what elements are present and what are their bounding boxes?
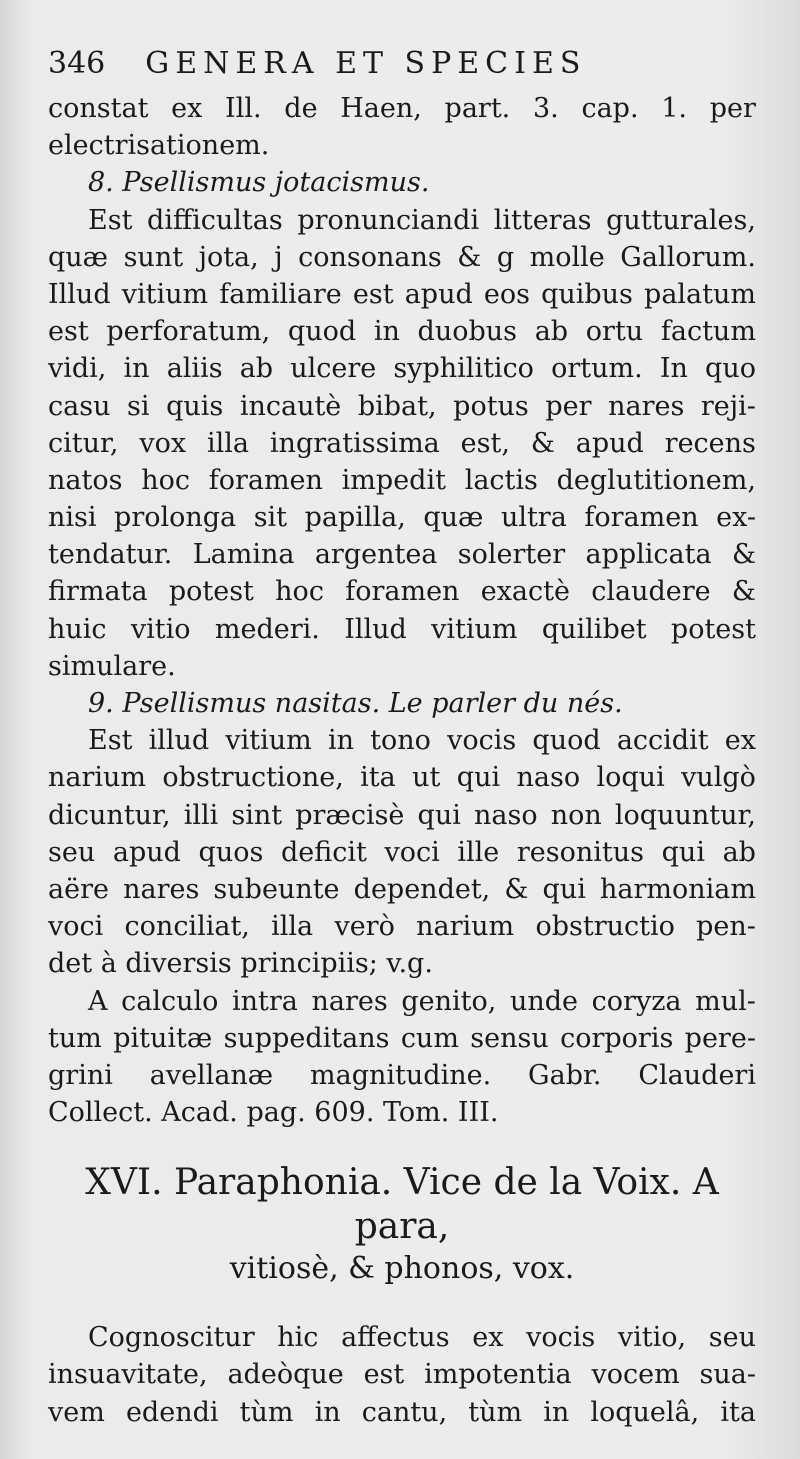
running-header: [48, 38, 756, 90]
text-block: [48, 722, 756, 982]
text-line: electrisationem.: [48, 130, 270, 162]
text-line: voci conciliat, illa verò narium obstructio pen-: [48, 911, 756, 943]
text-line: A calculo intra nares genito, unde coryza mul-: [88, 985, 756, 1017]
text-line: Cognoscitur hic affectus ex vocis vitio, seu: [88, 1322, 756, 1354]
text-line: det à diversis principiis; v.g.: [48, 948, 433, 980]
section-heading: XVI. Paraphonia. Vice de la Voix. A para,: [85, 1162, 719, 1248]
text-line: firmata potest hoc foramen exactè claudere &: [48, 576, 756, 608]
text-line: constat ex Ill. de Haen, part. 3. cap. 1. per: [48, 93, 756, 124]
item-8-label: 8. Psellismus jotacismus.: [88, 167, 430, 199]
text-line: nisi prolonga sit papilla, quæ ultra foramen ex-: [48, 502, 756, 534]
text-line: citur, vox illa ingratissima est, & apud recens: [48, 427, 756, 459]
text-line: Est difficultas pronunciandi litteras gutturales,: [88, 204, 756, 236]
text-line: vem edendi tùm in cantu, tùm in loquelâ, ita: [48, 1396, 756, 1428]
text-block: [48, 202, 756, 685]
text-line: dicuntur, illi sint præcisè qui naso non loquuntur,: [48, 799, 756, 831]
text-block: [48, 90, 756, 164]
running-title: GENERA ET SPECIES: [145, 46, 587, 81]
text-line: Illud vitium familiare est apud eos quibus palatum: [48, 278, 756, 310]
text-line: seu apud quos deficit voci ille resonitus qui ab: [48, 836, 756, 868]
text-line: narium obstructione, ita ut qui naso loqui vulgò: [48, 762, 756, 794]
text-line: vidi, in aliis ab ulcere syphilitico ortum. In quo: [48, 353, 756, 385]
text-line: huic vitio mederi. Illud vitium quilibet potest: [48, 613, 756, 645]
text-line: natos hoc foramen impedit lactis deglutitionem,: [48, 464, 756, 496]
text-line: Collect. Acad. pag. 609. Tom. III.: [48, 1097, 499, 1129]
section-heading-subline: vitiosè, & phonos, vox.: [229, 1251, 575, 1287]
item-9-label: 9. Psellismus nasitas. Le parler du nés.: [88, 688, 623, 719]
text-line: tum pituitæ suppeditans cum sensu corporis pere-: [48, 1022, 756, 1054]
text-line: tendatur. Lamina argentea solerter applicata &: [48, 539, 756, 571]
text-line: simulare.: [48, 650, 176, 682]
text-line: grini avellanæ magnitudine. Gabr. Clauderi: [48, 1059, 756, 1091]
text-block: [48, 1319, 756, 1431]
text-line: aëre nares subeunte dependet, & qui harmoniam: [48, 873, 756, 905]
text-line: casu si quis incautè bibat, potus per nares reji-: [48, 390, 756, 422]
text-line: quæ sunt jota, j consonans & g molle Gallorum.: [48, 241, 756, 273]
text-line: insuavitate, adeòque est impotentia vocem sua-: [48, 1359, 756, 1391]
text-block: [48, 983, 756, 1132]
page-number: 346: [48, 46, 106, 81]
text-line: Est illud vitium in tono vocis quod accidit ex: [88, 725, 756, 757]
text-line: est perforatum, quod in duobus ab ortu factum: [48, 316, 756, 348]
